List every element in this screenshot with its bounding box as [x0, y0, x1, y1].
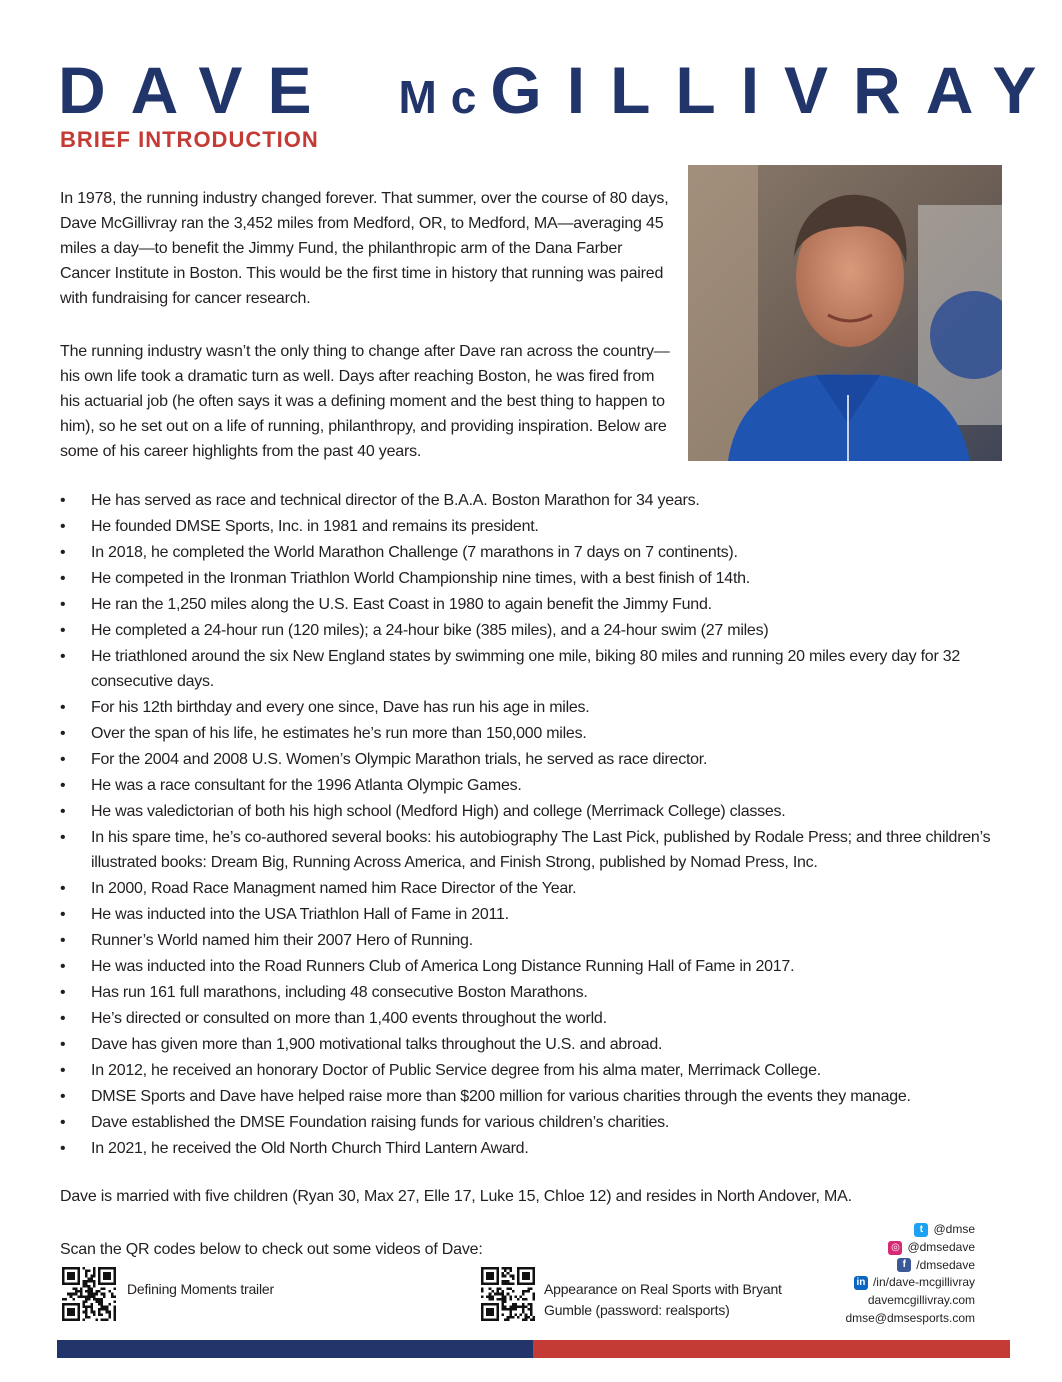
list-item: • DMSE Sports and Dave have helped raise more than $200 million for various charities through the events they manage. [60, 1084, 1018, 1109]
list-item: • Dave established the DMSE Foundation raising funds for various children’s charities. [60, 1110, 1018, 1135]
list-item: • He ran the 1,250 miles along the U.S. East Coast in 1980 to again benefit the Jimmy Fund. [60, 592, 1018, 617]
list-item: • He was a race consultant for the 1996 Atlanta Olympic Games. [60, 773, 1018, 798]
email-address: dmse@dmsesports.com [845, 1310, 975, 1325]
list-item: • Has run 161 full marathons, including 48 consecutive Boston Marathons. [60, 980, 1018, 1005]
website-url: davemcgillivray.com [867, 1293, 975, 1308]
qr-code-icon[interactable] [62, 1267, 116, 1326]
intro-section [60, 186, 672, 492]
linkedin-link[interactable] [845, 1274, 975, 1292]
list-item: • He completed a 24-hour run (120 miles); a 24-hour bike (385 miles), and a 24-hour swim (27 miles) [60, 618, 1018, 643]
qr-heading: Scan the QR codes below to check out some videos of Dave: [60, 1241, 483, 1258]
list-item: • He was valedictorian of both his high school (Medford High) and college (Merrimack College) classes. [60, 799, 1018, 824]
list-item: • For his 12th birthday and every one since, Dave has run his age in miles. [60, 695, 1018, 720]
list-item: • Runner’s World named him their 2007 Hero of Running. [60, 928, 1018, 953]
qr-code-icon[interactable] [481, 1267, 535, 1326]
linkedin-icon: in [854, 1276, 868, 1290]
list-item: • He triathloned around the six New England states by swimming one mile, biking 80 miles and running 20 miles every day for 32 consecutive days. [60, 644, 1018, 694]
qr-label-real-sports[interactable]: Appearance on Real Sports with Bryant Gumble (password: realsports) [544, 1281, 782, 1318]
twitter-icon: t [914, 1223, 928, 1237]
list-item: • He competed in the Ironman Triathlon World Championship nine times, with a best finish of 14th. [60, 566, 1018, 591]
email-link[interactable] [845, 1310, 975, 1328]
twitter-handle: @dmse [933, 1222, 975, 1236]
closing-paragraph: Dave is married with five children (Ryan 30, Max 27, Elle 17, Luke 15, Chloe 12) and resides in North Andover, MA. [60, 1188, 852, 1205]
qr-label-defining-moments[interactable]: Defining Moments trailer [127, 1281, 274, 1297]
instagram-link[interactable] [845, 1239, 975, 1257]
social-links [845, 1221, 975, 1328]
title-mc: Mc [398, 71, 491, 123]
list-item: • He has served as race and technical director of the B.A.A. Boston Marathon for 34 years. [60, 488, 1018, 513]
title-last-name: GILLIVRAY [490, 53, 1062, 127]
instagram-handle: @dmsedave [907, 1239, 975, 1254]
list-item: • Over the span of his life, he estimates he’s run more than 150,000 miles. [60, 721, 1018, 746]
list-item: • In 2012, he received an honorary Doctor of Public Service degree from his alma mater, Merrimack College. [60, 1058, 1018, 1083]
title-first-name: DAVE [58, 53, 337, 127]
linkedin-handle: /in/dave-mcgillivray [872, 1275, 975, 1290]
list-item: • Dave has given more than 1,900 motivational talks throughout the U.S. and abroad. [60, 1032, 1018, 1057]
intro-paragraph-1: In 1978, the running industry changed forever. That summer, over the course of 80 days, Dave McGillivray ran the 3,452 miles from Medford, OR, to Medford, MA—averaging 45 miles a day—to benefit the Jimmy Fund, the philanthropic arm of the Dana Farber Cancer Institute in Boston. This would be the first time in history that running was paired with fundraising for cancer research. [60, 190, 669, 307]
footer-bar-navy [57, 1340, 533, 1358]
twitter-link[interactable] [845, 1221, 975, 1239]
footer-bar-red [533, 1340, 1010, 1358]
career-highlights-list [60, 488, 1018, 1162]
website-link[interactable] [845, 1292, 975, 1310]
list-item: • In 2000, Road Race Managment named him Race Director of the Year. [60, 876, 1018, 901]
list-item: • He’s directed or consulted on more than 1,400 events throughout the world. [60, 1006, 1018, 1031]
facebook-link[interactable] [845, 1257, 975, 1275]
instagram-icon: ◎ [888, 1241, 902, 1255]
list-item: • He founded DMSE Sports, Inc. in 1981 and remains its president. [60, 514, 1018, 539]
intro-paragraph-2: The running industry wasn’t the only thing to change after Dave ran across the country—his own life took a dramatic turn as well. Days after reaching Boston, he was fired from his actuarial job (he often says it was a defining moment and the best thing to happen to him), so he set out on a life of running, philanthropy, and providing inspiration. Below are some of his career highlights from the past 40 years. [60, 343, 670, 460]
section-subtitle: BRIEF INTRODUCTION [60, 127, 319, 152]
facebook-handle: /dmsedave [916, 1257, 975, 1272]
list-item: • For the 2004 and 2008 U.S. Women’s Olympic Marathon trials, he served as race director. [60, 747, 1018, 772]
list-item: • In his spare time, he’s co-authored several books: his autobiography The Last Pick, published by Rodale Press; and three children’s illustrated books: Dream Big, Running Across America, and Finish Strong, published by Nomad Press, Inc. [60, 825, 1018, 875]
list-item: • In 2021, he received the Old North Church Third Lantern Award. [60, 1136, 1018, 1161]
facebook-icon: f [897, 1258, 911, 1272]
list-item: • In 2018, he completed the World Marathon Challenge (7 marathons in 7 days on 7 continents). [60, 540, 1018, 565]
portrait-photo [688, 165, 1002, 461]
page-title [58, 52, 1061, 135]
list-item: • He was inducted into the Road Runners Club of America Long Distance Running Hall of Fame in 2017. [60, 954, 1018, 979]
list-item: • He was inducted into the USA Triathlon Hall of Fame in 2011. [60, 902, 1018, 927]
